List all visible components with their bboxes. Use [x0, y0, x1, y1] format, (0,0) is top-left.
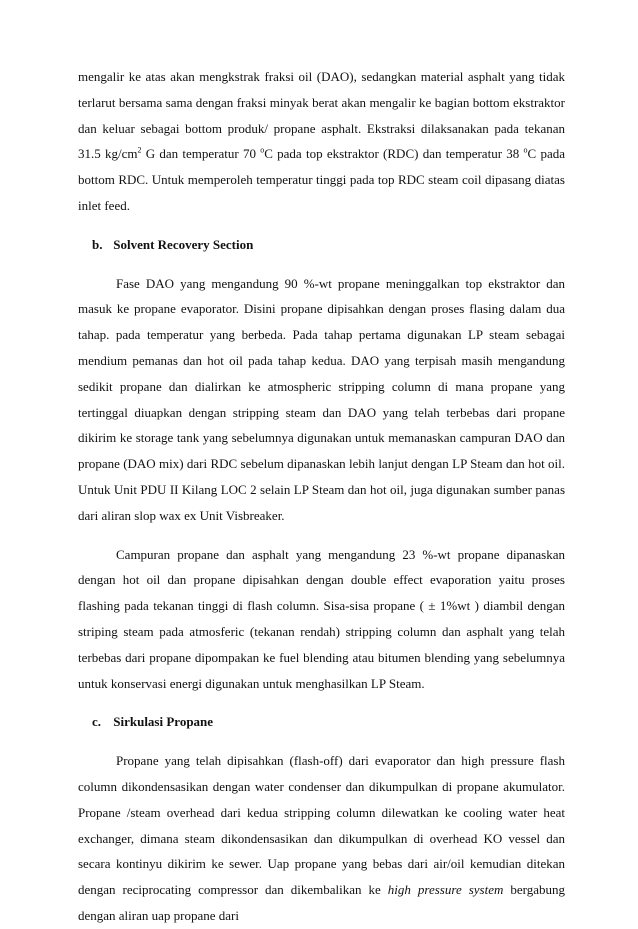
intro-text-a: mengalir ke atas akan mengkstrak fraksi oil (DAO), sedangkan material asphalt yang tidak terlarut bersama sama dengan fraksi minyak berat akan mengalir ke bagian bottom ekstraktor dan keluar sebagai bottom produk/ propane asphalt. Ekstraksi dilaksanakan pada tekanan 31.5 kg/cm — [78, 69, 565, 162]
section-number: c. — [92, 714, 102, 730]
section-heading-solvent-recovery — [78, 232, 565, 258]
solvent-recovery-paragraph-1: Fase DAO yang mengandung 90 %-wt propane meninggalkan top ekstraktor dan masuk ke propane evaporator. Disini propane dipisahkan dengan proses flasing dalam dua tahap. pada temperatur yang berbeda. Pada tahap pertama digunakan LP steam sebagai mendium pemanas dan hot oil pada tahap kedua. DAO yang terpisah masih mengandung sedikit propane dan dialirkan ke atmospheric stripping column di mana propane yang tertinggal diuapkan dengan stripping steam dan DAO yang telah terbebas dari propane dikirim ke storage tank yang sebelumnya digunakan untuk memanaskan campuran DAO dan propane (DAO mix) dari RDC sebelum dipanaskan lebih lanjut dengan LP Steam dan hot oil. Untuk Unit PDU II Kilang LOC 2 selain LP Steam dan hot oil, juga digunakan sumber panas dari aliran slop wax ex Unit Visbreaker. — [78, 275, 565, 523]
intro-text-b: G dan temperatur 70 — [141, 146, 261, 162]
italic-term: high pressure system — [387, 882, 504, 898]
section-title: Solvent Recovery Section — [113, 236, 254, 252]
section-heading-sirkulasi-propane — [78, 709, 565, 735]
intro-paragraph — [78, 64, 565, 219]
sirkulasi-propane-paragraph — [78, 748, 565, 929]
section-number: b. — [92, 236, 103, 252]
paragraph-text-b: bergabung dengan aliran uap propane dari — [78, 882, 566, 923]
paragraph-text-a: Propane yang telah dipisahkan (flash-off) dari evaporator dan high pressure flash column dikondensasikan dengan water condenser dan dikumpulkan di propane akumulator. Propane /steam overhead dari kedua stripping column dilewatkan ke cooling water heat exchanger, dimana steam dikondensasikan dan dikumpulkan di overhead KO vessel dan secara kontinyu dikirim ke sewer. Uap propane yang bebas dari air/oil kemudian ditekan dengan reciprocating compressor dan dikembalikan ke — [78, 753, 565, 898]
superscript-2: 2 — [137, 146, 142, 156]
solvent-recovery-paragraph-2: Campuran propane dan asphalt yang mengandung 23 %-wt propane dipanaskan dengan hot oil dan propane dipisahkan dengan double effect evaporation yaitu proses flashing pada tekanan tinggi di flash column. Sisa-sisa propane ( ± 1%wt ) diambil dengan striping steam pada atmosferic (tekanan rendah) stripping column dan asphalt yang telah terbebas dari propane dipompakan ke fuel blending atau bitumen blending yang sebelumnya untuk konservasi energi digunakan untuk menghasilkan LP Steam. — [78, 546, 565, 691]
intro-text-d: C pada bottom RDC. Untuk memperoleh temperatur tinggi pada top RDC steam coil dipasang diatas inlet feed. — [78, 146, 565, 213]
intro-text-c: C pada top ekstraktor (RDC) dan temperatur 38 — [264, 146, 524, 162]
section-title: Sirkulasi Propane — [113, 714, 214, 730]
degree-superscript: o — [523, 146, 528, 156]
degree-superscript: o — [260, 146, 265, 156]
